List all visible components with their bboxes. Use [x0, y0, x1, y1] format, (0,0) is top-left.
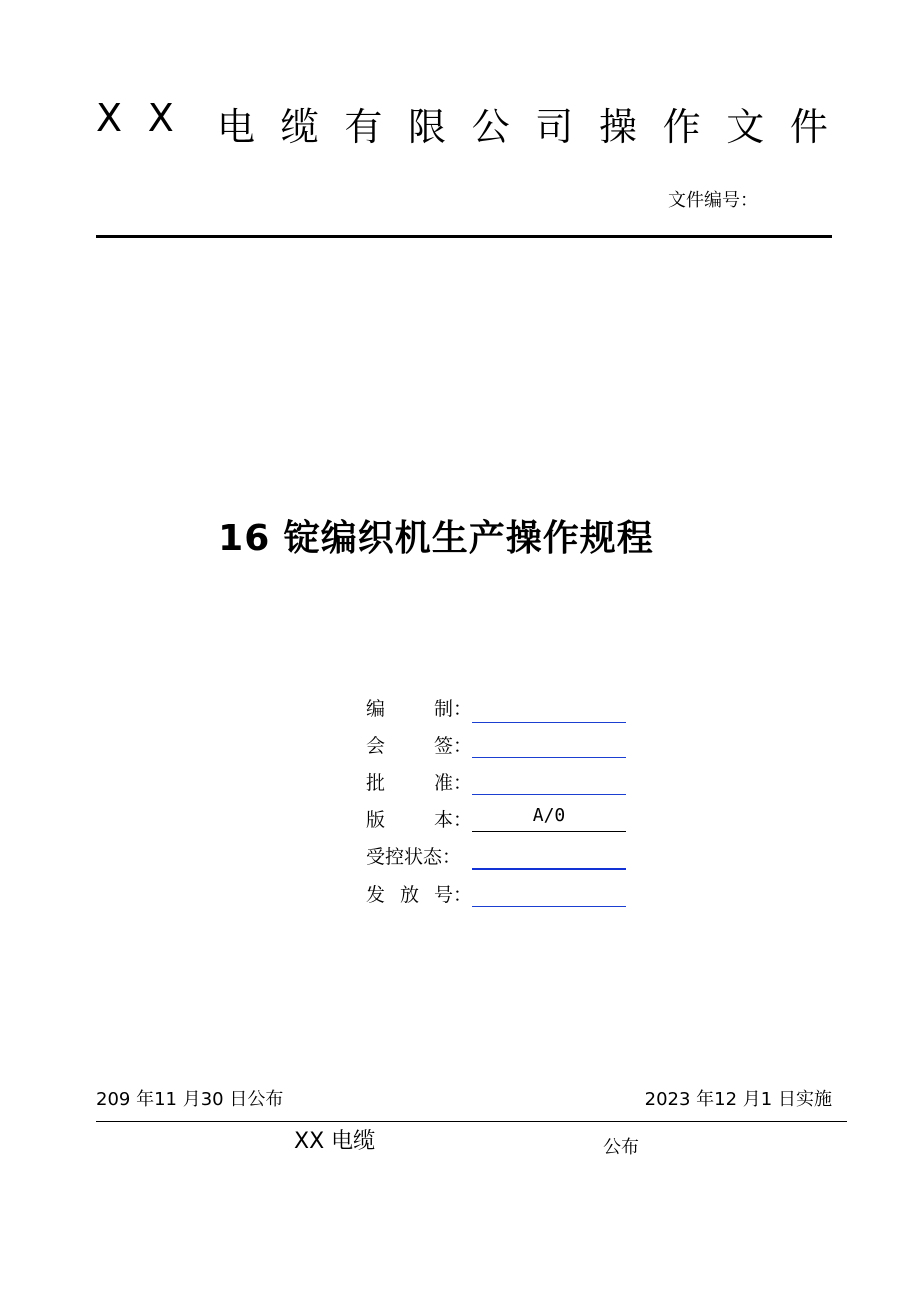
company-title-char: 作: [662, 105, 709, 149]
label-char: 会: [366, 735, 386, 757]
company-title-char: 司: [535, 105, 582, 149]
signature-row-approved: [366, 768, 636, 798]
signature-line: [472, 722, 626, 723]
company-title-char: 公: [471, 105, 518, 149]
effective-date: 2023 年12 月1 日实施: [644, 1089, 832, 1110]
version-value[interactable]: A/0: [532, 805, 566, 826]
signature-row-compiled: [366, 694, 636, 724]
footer-company: XX 电缆: [294, 1129, 376, 1154]
signature-label: [366, 880, 472, 907]
label-char: 签：: [433, 735, 472, 757]
signature-label: [366, 694, 472, 721]
footer-divider: [96, 1121, 847, 1122]
label-char: 制：: [433, 698, 472, 720]
signature-row-issue-number: [366, 880, 636, 910]
company-title-char: 件: [789, 105, 836, 149]
signature-line: [472, 757, 626, 758]
company-title-char: 有: [344, 105, 391, 149]
label-char: 号：: [433, 884, 472, 906]
company-title-char: X: [96, 96, 131, 140]
label-char: 编: [366, 698, 386, 720]
label-char: 发: [366, 884, 386, 906]
company-title-char: 电: [217, 105, 264, 149]
company-title-char: X: [147, 96, 182, 140]
company-title-char: 操: [598, 105, 645, 149]
signature-row-control-status: [366, 842, 636, 872]
document-title: 16 锭编织机生产操作规程: [218, 518, 654, 559]
company-title: [96, 96, 836, 151]
signature-label: [366, 731, 472, 758]
signature-line: [472, 906, 626, 907]
label-char: 批: [366, 772, 386, 794]
header-divider: [96, 235, 832, 238]
signature-label: [366, 805, 472, 832]
publish-date: 209 年11 月30 日公布: [96, 1089, 284, 1110]
label-char: 本：: [433, 809, 472, 831]
signature-label: [366, 842, 472, 869]
signature-row-countersign: [366, 731, 636, 761]
signature-label: [366, 768, 472, 795]
label-char: 受控状态：: [366, 846, 462, 868]
signature-line: [472, 831, 626, 832]
label-char: 版: [366, 809, 386, 831]
doc-number-label: 文件编号：: [668, 190, 758, 211]
company-title-char: 文: [726, 105, 773, 149]
company-title-char: 限: [407, 105, 454, 149]
signature-line: [472, 794, 626, 795]
footer-publish-label: 公布: [603, 1137, 639, 1158]
signature-row-version: [366, 805, 636, 835]
signature-line: [472, 868, 626, 870]
company-title-char: 缆: [280, 105, 327, 149]
label-char: 放: [399, 884, 419, 906]
label-char: 准：: [433, 772, 472, 794]
